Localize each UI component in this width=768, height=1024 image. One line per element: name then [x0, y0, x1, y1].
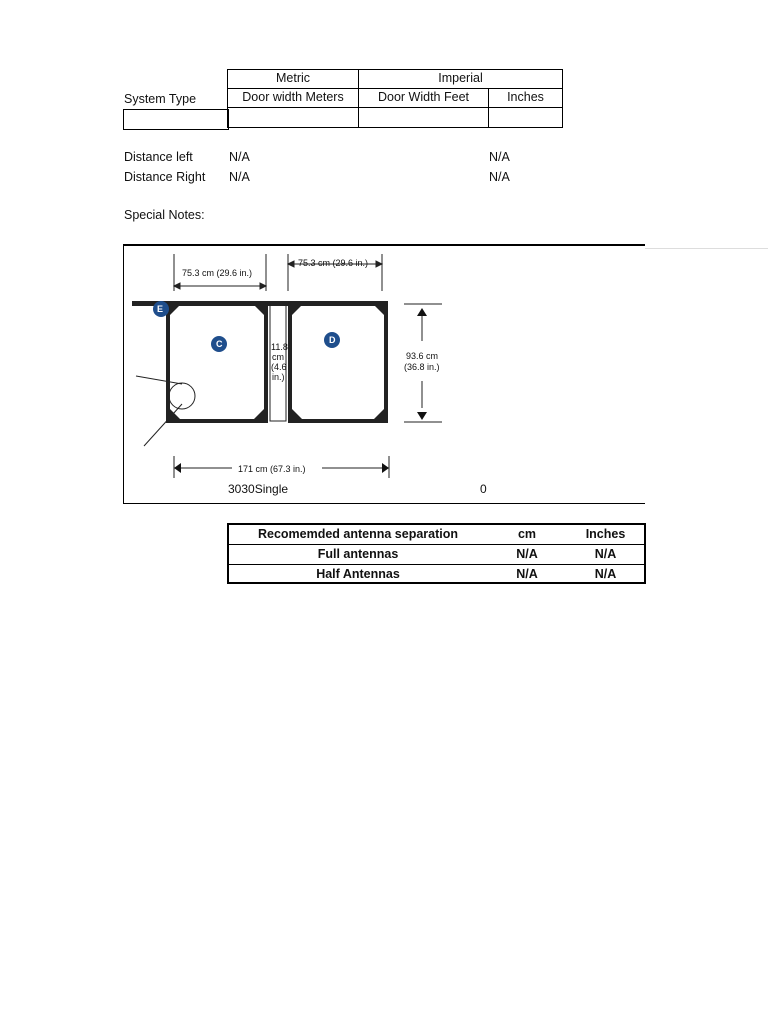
diagram-under-text: 3030Single	[228, 482, 289, 496]
dim-bottom: 171 cm (67.3 in.)	[238, 464, 306, 474]
table-row	[229, 564, 644, 584]
dim-gap-3: (4.6	[271, 362, 287, 372]
dim-left-top: 75.3 cm (29.6 in.)	[182, 268, 253, 278]
door-width-meters-value[interactable]	[227, 107, 359, 128]
full-antennas-cm: N/A	[516, 547, 538, 561]
dim-gap-1: 11.8	[271, 342, 288, 352]
door-width-meters-header: Door width Meters	[227, 88, 359, 108]
half-antennas-label: Half Antennas	[316, 567, 400, 581]
distance-left-imperial: N/A	[489, 150, 510, 164]
dim-height-1: 93.6 cm	[406, 351, 439, 361]
full-antennas-inches: N/A	[594, 547, 617, 561]
separation-header-row	[229, 525, 644, 544]
inches-header: Inches	[488, 88, 563, 108]
distance-right-label: Distance Right	[124, 170, 206, 184]
distance-right-metric: N/A	[229, 170, 250, 184]
full-antennas-label: Full antennas	[317, 547, 399, 561]
inches-header-2: Inches	[585, 527, 626, 541]
distance-left-metric: N/A	[229, 150, 250, 164]
imperial-header: Imperial	[358, 69, 563, 89]
separation-header: Recomemded antenna separation	[257, 527, 459, 541]
diagram-under-value: 0	[480, 482, 487, 496]
cm-header: cm	[517, 527, 537, 541]
system-type-label: System Type	[124, 92, 197, 106]
dim-gap-4: in.)	[272, 372, 285, 382]
height-arrow-down	[417, 412, 427, 420]
system-type-input[interactable]	[123, 109, 229, 130]
distance-left-label: Distance left	[124, 150, 193, 164]
door-width-feet-value[interactable]	[358, 107, 489, 128]
special-notes-label: Special Notes:	[124, 208, 205, 222]
dim-height-2: (36.8 in.)	[404, 362, 440, 372]
marker-c-label: C	[216, 339, 223, 349]
dim-gap-2: cm	[272, 352, 284, 362]
distance-right-imperial: N/A	[489, 170, 510, 184]
half-antennas-cm: N/A	[516, 567, 538, 581]
marker-e-label: E	[157, 304, 164, 314]
antenna-layout-diagram	[123, 244, 645, 504]
inches-value[interactable]	[488, 107, 563, 128]
marker-d-label: D	[329, 335, 336, 345]
dim-right-top: 75.3 cm (29.6 in.)	[298, 258, 369, 268]
door-width-feet-header: Door Width Feet	[358, 88, 489, 108]
antenna-separation-table	[227, 523, 646, 584]
metric-header: Metric	[227, 69, 359, 89]
height-arrow-up	[417, 308, 427, 316]
divider-line	[645, 248, 768, 249]
table-row	[229, 544, 644, 564]
half-antennas-inches: N/A	[594, 567, 617, 581]
